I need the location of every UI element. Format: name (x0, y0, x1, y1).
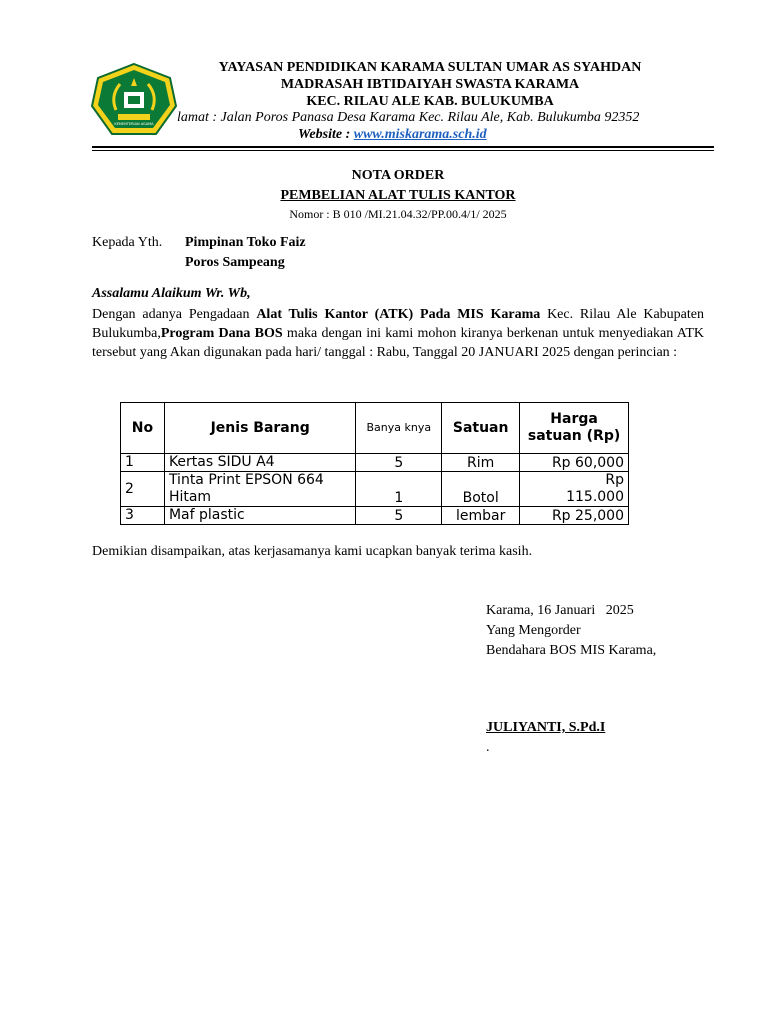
cell-price: Rp 115.000 (520, 472, 629, 507)
cell-no: 3 (121, 507, 165, 525)
paragraph-part-3: maka dengan ini kami mohon kiranya berkenan untuk menyediakan ATK tersebut yang Akan digunakan pada hari/ tanggal : Rabu, Tanggal 20 JANUARI 2025 dengan perincian : (92, 326, 704, 360)
logo (90, 62, 178, 138)
document-subtitle-text: PEMBELIAN ALAT TULIS KANTOR (280, 188, 516, 203)
cell-no: 1 (121, 454, 165, 472)
signature-date: Karama, 16 Januari 2025 (486, 603, 634, 618)
paragraph-emphasis-bos: Program Dana BOS (160, 326, 283, 341)
cell-qty: 1 (356, 472, 442, 507)
paragraph-part-1: Dengan adanya Pengadaan (92, 307, 257, 322)
cell-item: Tinta Print EPSON 664 Hitam (164, 472, 355, 507)
institution-name: YAYASAN PENDIDIKAN KARAMA SULTAN UMAR AS SYAHDAN (218, 60, 642, 75)
table-row (121, 472, 629, 507)
document-subtitle (92, 188, 704, 204)
cell-qty: 5 (356, 507, 442, 525)
signature-role: Yang Mengorder (486, 623, 581, 638)
header-qty: Banya knya (356, 403, 442, 454)
letter-paragraph (92, 305, 704, 362)
cell-price: Rp 25,000 (520, 507, 629, 525)
signature-dot: . (486, 740, 490, 755)
items-table (120, 402, 629, 525)
cell-qty: 5 (356, 454, 442, 472)
table-row (121, 454, 629, 472)
recipient-name: Pimpinan Toko Faiz (185, 235, 306, 250)
cell-unit: Botol (442, 472, 520, 507)
website-link[interactable]: www.miskarama.sch.id (353, 127, 487, 142)
paragraph-emphasis-atk: Alat Tulis Kantor (ATK) Pada MIS Karama (256, 307, 541, 322)
header-item: Jenis Barang (164, 403, 355, 454)
header-rule-thick (92, 146, 714, 148)
cell-price: Rp 60,000 (520, 454, 629, 472)
signature-position: Bendahara BOS MIS Karama, (486, 643, 657, 658)
recipient-label: Kepada Yth. (92, 235, 163, 250)
header-no: No (121, 403, 165, 454)
school-website (298, 127, 487, 143)
signatory-name: JULIYANTI, S.Pd.I (486, 720, 606, 735)
website-label: Website : (298, 127, 354, 142)
recipient-place: Poros Sampeang (185, 255, 285, 270)
document-number: Nomor : B 010 /MI.21.04.32/PP.00.4/1/ 2025 (289, 207, 507, 221)
header-unit: Satuan (442, 403, 520, 454)
cell-no: 2 (121, 472, 165, 507)
greeting: Assalamu Alaikum Wr. Wb, (92, 286, 251, 301)
table-row (121, 507, 629, 525)
header-price: Harga satuan (Rp) (520, 403, 629, 454)
school-name: MADRASAH IBTIDAIYAH SWASTA KARAMA (280, 77, 580, 92)
school-address: lamat : Jalan Poros Panasa Desa Karama Kec. Rilau Ale, Kab. Bulukumba 92352 (177, 110, 640, 125)
document-title: NOTA ORDER (351, 168, 445, 183)
district-name: KEC. RILAU ALE KAB. BULUKUMBA (306, 94, 554, 109)
table-header-row (121, 403, 629, 454)
logo-text: KEMENTERIAN AGAMA (114, 122, 154, 126)
closing-text: Demikian disampaikan, atas kerjasamanya kami ucapkan banyak terima kasih. (92, 544, 533, 559)
cell-unit: Rim (442, 454, 520, 472)
cell-unit: lembar (442, 507, 520, 525)
header-rule-thin (92, 150, 714, 151)
cell-item: Kertas SIDU A4 (164, 454, 355, 472)
cell-item: Maf plastic (164, 507, 355, 525)
paragraph-part-2: Kec. Rilau Ale Kabupaten Bulukumba, (92, 307, 704, 341)
